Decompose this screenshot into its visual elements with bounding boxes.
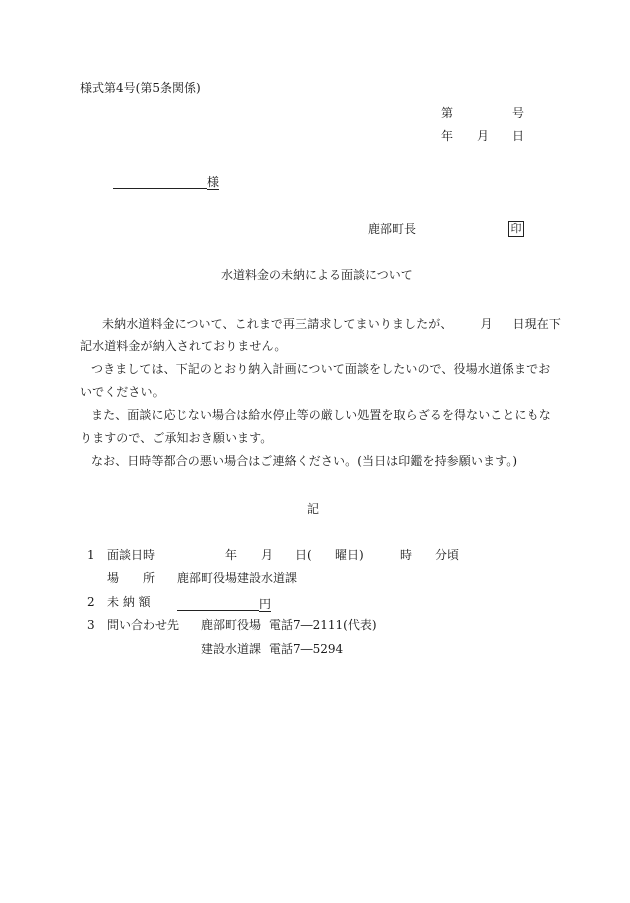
item1-minute: 分頃 <box>435 548 460 562</box>
item3-phone1: 電話7―2111(代表) <box>269 618 377 632</box>
date-month: 月 <box>477 129 490 143</box>
body-line-1: 未納水道料金について、これまで再三請求してまいりましたが、 月 日現在下 <box>102 317 561 331</box>
item1-hour: 時 <box>400 548 413 562</box>
number-go: 号 <box>512 106 525 120</box>
body-line-3: つきましては、下記のとおり納入計画について面談をしたいので、役場水道係までお <box>91 362 551 376</box>
item3-office: 鹿部町役場 <box>201 618 262 632</box>
seal-mark <box>508 221 524 237</box>
amount-blank <box>177 596 259 611</box>
item3-label: 問い合わせ先 <box>107 618 180 632</box>
item1-number: 1 <box>87 548 95 562</box>
item1-year: 年 <box>225 548 238 562</box>
place-label-a: 場 <box>107 571 120 585</box>
item2-label: 未 納 額 <box>107 595 151 609</box>
item3-dept: 建設水道課 <box>201 642 262 656</box>
item3-number: 3 <box>87 618 95 632</box>
body-line-4: いでください。 <box>80 385 165 399</box>
body-line-6: りますので、ご承知おき願います。 <box>80 431 273 445</box>
body-line-7: なお、日時等都合の悪い場合はご連絡ください。(当日は印鑑を持参願います。) <box>91 454 518 468</box>
place-label-b: 所 <box>143 571 156 585</box>
subject-title: 水道料金の未納による面談について <box>221 268 413 282</box>
item1-month: 月 <box>261 548 274 562</box>
addressee-blank <box>113 174 207 189</box>
form-number: 様式第4号(第5条関係) <box>80 81 201 95</box>
item1-label: 面談日時 <box>107 548 156 562</box>
number-dai: 第 <box>441 106 454 120</box>
sender-title: 鹿部町長 <box>368 222 417 236</box>
item1-weekday: 曜日) <box>335 548 364 562</box>
amount-line <box>177 596 271 611</box>
date-day: 日 <box>512 129 525 143</box>
ki-heading: 記 <box>307 502 320 516</box>
seal-text: 印 <box>508 221 524 237</box>
item2-number: 2 <box>87 595 95 609</box>
item3-phone2: 電話7―5294 <box>269 642 344 656</box>
addressee-line <box>113 174 219 189</box>
addressee-sama: 様 <box>207 175 220 189</box>
body-line-2: 記水道料金が納入されておりません。 <box>80 339 287 353</box>
place-value: 鹿部町役場建設水道課 <box>177 571 298 585</box>
item1-day: 日( <box>295 548 312 562</box>
date-year: 年 <box>441 129 454 143</box>
amount-yen: 円 <box>259 597 272 611</box>
body-line-5: また、面談に応じない場合は給水停止等の厳しい処置を取らざるを得ないことにもな <box>91 408 551 422</box>
